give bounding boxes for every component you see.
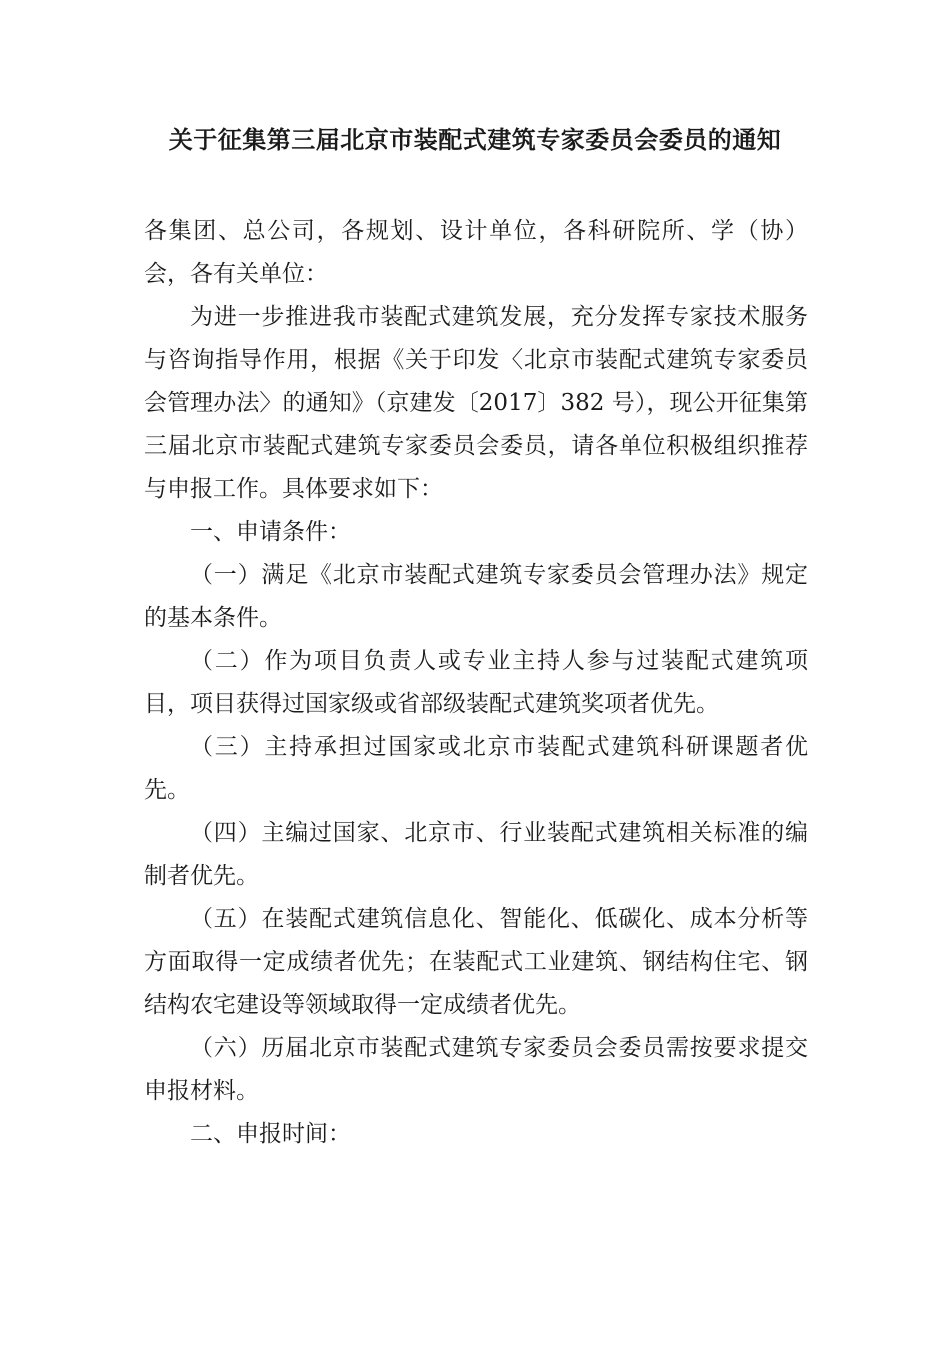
condition-item: （四）主编过国家、北京市、行业装配式建筑相关标准的编制者优先。	[144, 820, 808, 889]
condition-item: （二）作为项目负责人或专业主持人参与过装配式建筑项目，项目获得过国家级或省部级装配式建筑奖项者优先。	[144, 648, 808, 717]
intro-paragraph: 为进一步推进我市装配式建筑发展，充分发挥专家技术服务与咨询指导作用，根据《关于印发〈北京市装配式建筑专家委员会管理办法〉的通知》（京建发〔2017〕382 号），现公开征集第三届北京市装配式建筑专家委员会委员，请各单位积极组织推荐与申报工作。具体要求如下：	[144, 304, 808, 502]
document-body	[144, 210, 808, 1156]
document-title: 关于征集第三届北京市装配式建筑专家委员会委员的通知	[168, 126, 782, 154]
condition-item: （五）在装配式建筑信息化、智能化、低碳化、成本分析等方面取得一定成绩者优先；在装配式工业建筑、钢结构住宅、钢结构农宅建设等领域取得一定成绩者优先。	[144, 906, 808, 1018]
condition-item: （三）主持承担过国家或北京市装配式建筑科研课题者优先。	[144, 734, 808, 803]
condition-item: （一）满足《北京市装配式建筑专家委员会管理办法》规定的基本条件。	[144, 562, 808, 631]
condition-item: （六）历届北京市装配式建筑专家委员会委员需按要求提交申报材料。	[144, 1035, 808, 1104]
section-heading-conditions: 一、申请条件：	[190, 519, 351, 545]
salutation: 各集团、总公司，各规划、设计单位，各科研院所、学（协）会，各有关单位：	[144, 218, 808, 287]
section-heading-time: 二、申报时间：	[190, 1121, 351, 1147]
